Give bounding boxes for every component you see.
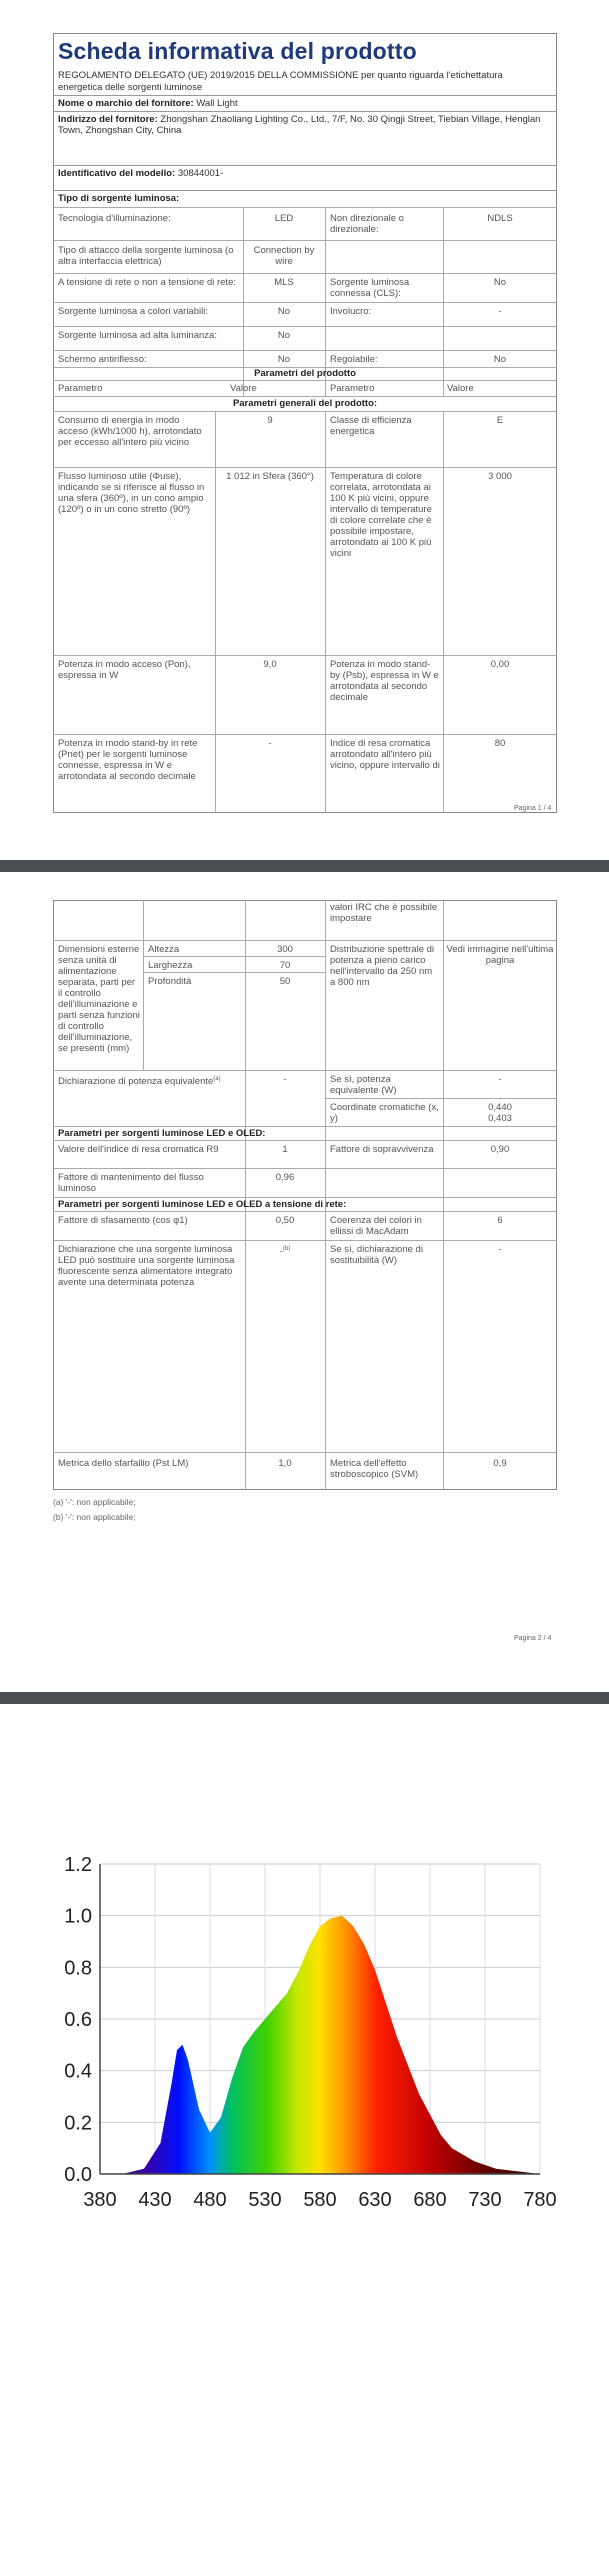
y-tick-label: 1.2: [64, 1854, 92, 1876]
cri-label: Indice di resa cromatica arrotondato all'intero più vicino, oppure intervallo di: [330, 738, 440, 771]
equiv-value: -: [283, 1074, 287, 1085]
page-number-2: Pagina 2 / 4: [514, 1635, 552, 1642]
equiv-w-label: Se sì, potenza equivalente (W): [330, 1074, 397, 1096]
replace-w-value: -: [498, 1244, 502, 1255]
efficiency-label: Classe di efficienza energetica: [330, 415, 412, 437]
page-number-1: Pagina 1 / 4: [514, 805, 552, 812]
macadam-label: Coerenza dei colori in ellissi di MacAdam: [330, 1215, 422, 1237]
regulation-text: REGOLAMENTO DELEGATO (UE) 2019/2015 DELLA COMMISSIONE per quanto riguarda l'etichettatura energetica delle sorgenti luminose: [58, 70, 503, 93]
onpower-label: Potenza in modo acceso (Pon), espressa in W: [58, 659, 191, 681]
glare-label: Schermo antiriflesso:: [58, 354, 147, 365]
socket-label: Tipo di attacco della sorgente luminosa (o altra interfaccia elettrica): [58, 245, 234, 267]
flux-value: 1 012 in Sfera (360°): [226, 471, 314, 482]
x-tick-label: 480: [193, 2189, 227, 2211]
mains-led-heading: Parametri per sorgenti luminose LED e OLED a tensione di rete:: [58, 1199, 347, 1210]
energy-label: Consumo di energia in modo acceso (kWh/1000 h), arrotondato per eccesso all'intero più vicino: [58, 415, 202, 448]
netstandby-label: Potenza in modo stand-by in rete (Pnet) per le sorgenti luminose connesse, espressa in W e arrotondata al secondo decimale: [58, 738, 198, 782]
dimmable-label: Regolabile:: [330, 354, 378, 365]
col-value-2: Valore: [447, 383, 474, 394]
envelope-label: Involucro:: [330, 306, 372, 317]
chroma-label: Coordinate cromatiche (x, y): [330, 1102, 439, 1124]
cri-value: 80: [494, 738, 506, 749]
x-tick-label: 630: [358, 2189, 392, 2211]
spd-label: Distribuzione spettrale di potenza a pieno carico nell'intervallo da 250 nm a 800 nm: [330, 944, 435, 988]
highlum-value: No: [277, 330, 291, 341]
tech-value: LED: [274, 213, 294, 224]
mains-label: A tensione di rete o non a tensione di rete:: [58, 277, 236, 288]
x-tick-label: 580: [303, 2189, 337, 2211]
height-label: Altezza: [148, 944, 180, 955]
cri-cont-label: valori IRC che è possibile impostare: [330, 902, 438, 924]
spectrum-area: [100, 1916, 540, 2174]
y-tick-label: 0.0: [64, 2164, 92, 2186]
r9-value: 1: [282, 1144, 288, 1155]
page-3: [0, 1704, 609, 2560]
highlum-label: Sorgente luminosa ad alta luminanza:: [58, 330, 217, 341]
y-tick-label: 1.0: [64, 1905, 92, 1928]
x-tick-label: 530: [248, 2189, 282, 2211]
x-tick-label: 430: [138, 2189, 172, 2211]
supplier-label: Nome o marchio del fornitore:: [58, 98, 194, 109]
spectrum-chart: [0, 1844, 609, 2244]
connected-label: Sorgente luminosa connessa (CLS):: [330, 277, 410, 299]
chroma-x: 0,440: [488, 1102, 512, 1113]
r9-label: Valore dell'indice di resa cromatica R9: [58, 1144, 219, 1155]
source-type-heading: Tipo di sorgente luminosa:: [53, 190, 557, 206]
chroma-y: 0,403: [488, 1113, 512, 1124]
page-title: Scheda informativa del prodotto: [58, 38, 417, 64]
model-label: Identificativo del modello:: [58, 168, 176, 179]
dims-label: Dimensioni esterne senza unità di alimentazione separata, parti per il controllo dell'illuminazione e parti senza funzioni di controllo dell'illuminazione, se presenti (mm): [58, 944, 140, 1054]
pst-value: 1,0: [278, 1458, 292, 1469]
survival-value: 0,90: [490, 1144, 510, 1155]
envelope-value: -: [498, 306, 502, 317]
led-heading: Parametri per sorgenti luminose LED e OLED:: [58, 1128, 266, 1139]
onpower-value: 9,0: [263, 659, 277, 670]
address-label: Indirizzo del fornitore:: [58, 114, 158, 125]
maint-value: 0,96: [275, 1172, 295, 1183]
nondir-value: NDLS: [487, 213, 513, 224]
spd-value: Vedi immagine nell'ultima pagina: [446, 944, 554, 966]
width-value: 70: [279, 960, 291, 971]
glare-value: No: [277, 354, 291, 365]
y-tick-label: 0.2: [64, 2112, 92, 2135]
height-value: 300: [277, 944, 293, 955]
standby-value: 0,00: [490, 659, 510, 670]
address-row: [53, 111, 557, 137]
general-heading: Parametri generali del prodotto:: [232, 398, 378, 409]
depth-value: 50: [279, 976, 291, 987]
footnote-b: (b) '-': non applicabile;: [53, 1512, 136, 1522]
colour-label: Sorgente luminosa a colori variabili:: [58, 306, 208, 317]
x-tick-label: 730: [468, 2189, 502, 2211]
colour-value: No: [277, 306, 291, 317]
model-row: [53, 165, 557, 181]
footnote-a: (a) '-': non applicabile;: [53, 1497, 136, 1507]
x-tick-label: 780: [523, 2189, 557, 2211]
netstandby-value: -: [268, 738, 272, 749]
supplier-row: [53, 95, 557, 111]
model-value: 30844001-: [177, 168, 224, 179]
address-value: Zhongshan Zhaoliang Lighting Co., Ltd., 7/F, No. 30 Qingji Street, Tiebian Village, Henglan Town, Zhongshan City, China: [58, 114, 541, 136]
y-tick-label: 0.6: [64, 2009, 92, 2031]
pst-label: Metrica dello sfarfallio (Pst LM): [58, 1458, 189, 1469]
mains-value: MLS: [274, 277, 294, 288]
macadam-value: 6: [497, 1215, 503, 1226]
y-tick-label: 0.4: [64, 2060, 92, 2083]
col-value-1: Valore: [230, 383, 257, 394]
replace-label: Dichiarazione che una sorgente luminosa LED può sostituire una sorgente luminosa fluorescente senza alimentatore integrato avente una determinata potenza: [58, 1244, 235, 1288]
x-tick-label: 380: [83, 2189, 117, 2211]
col-param-1: Parametro: [58, 383, 103, 394]
cosphi-value: 0,50: [275, 1215, 295, 1226]
survival-label: Fattore di sopravvivenza: [330, 1144, 434, 1155]
col-param-2: Parametro: [330, 383, 375, 394]
flux-label: Flusso luminoso utile (Φuse), indicando se si riferisce al flusso in una sfera (360º), in un cono ampio (120º) o in un cono stretto (90º): [58, 471, 205, 515]
params-heading: Parametri del prodotto: [254, 368, 356, 379]
equiv-w-value: -: [498, 1074, 502, 1085]
energy-value: 9: [267, 415, 273, 426]
maint-label: Fattore di mantenimento del flusso luminoso: [58, 1172, 204, 1194]
page-separator-1: [0, 860, 609, 872]
page-separator-2: [0, 1692, 609, 1704]
replace-value: -$^{(b)}$: [279, 1246, 291, 1258]
dimmable-value: No: [493, 354, 507, 365]
replace-w-label: Se sì, dichiarazione di sostituibilità (W): [330, 1244, 423, 1266]
svm-value: 0,9: [493, 1458, 507, 1469]
cct-value: 3 000: [488, 471, 512, 482]
cct-label: Temperatura di colore correlata, arrotondata ai 100 K più vicini, oppure intervallo di temperature di colore correlate che è possibile impostare, arrotondato ai 100 K più vicini: [330, 471, 432, 559]
svm-label: Metrica dell'effetto stroboscopico (SVM): [330, 1458, 419, 1480]
equiv-label: Dichiarazione di potenza equivalente$^{(a)}$: [58, 1076, 221, 1088]
page-1: [0, 0, 609, 860]
width-label: Larghezza: [148, 960, 193, 971]
x-tick-label: 680: [413, 2189, 447, 2211]
depth-label: Profondità: [148, 976, 192, 987]
nondir-label: Non direzionale o direzionale:: [330, 213, 404, 235]
socket-value: Connection by wire: [253, 245, 315, 267]
connected-value: No: [493, 277, 507, 288]
y-tick-label: 0.8: [64, 1957, 92, 1980]
page-2: [0, 872, 609, 1692]
efficiency-value: E: [496, 415, 504, 426]
tech-label: Tecnologia d'illuminazione:: [58, 213, 171, 224]
standby-label: Potenza in modo stand-by (Psb), espressa in W e arrotondata al secondo decimale: [330, 659, 439, 703]
cosphi-label: Fattore di sfasamento (cos φ1): [58, 1215, 188, 1226]
supplier-value: Wall Light: [196, 98, 238, 109]
